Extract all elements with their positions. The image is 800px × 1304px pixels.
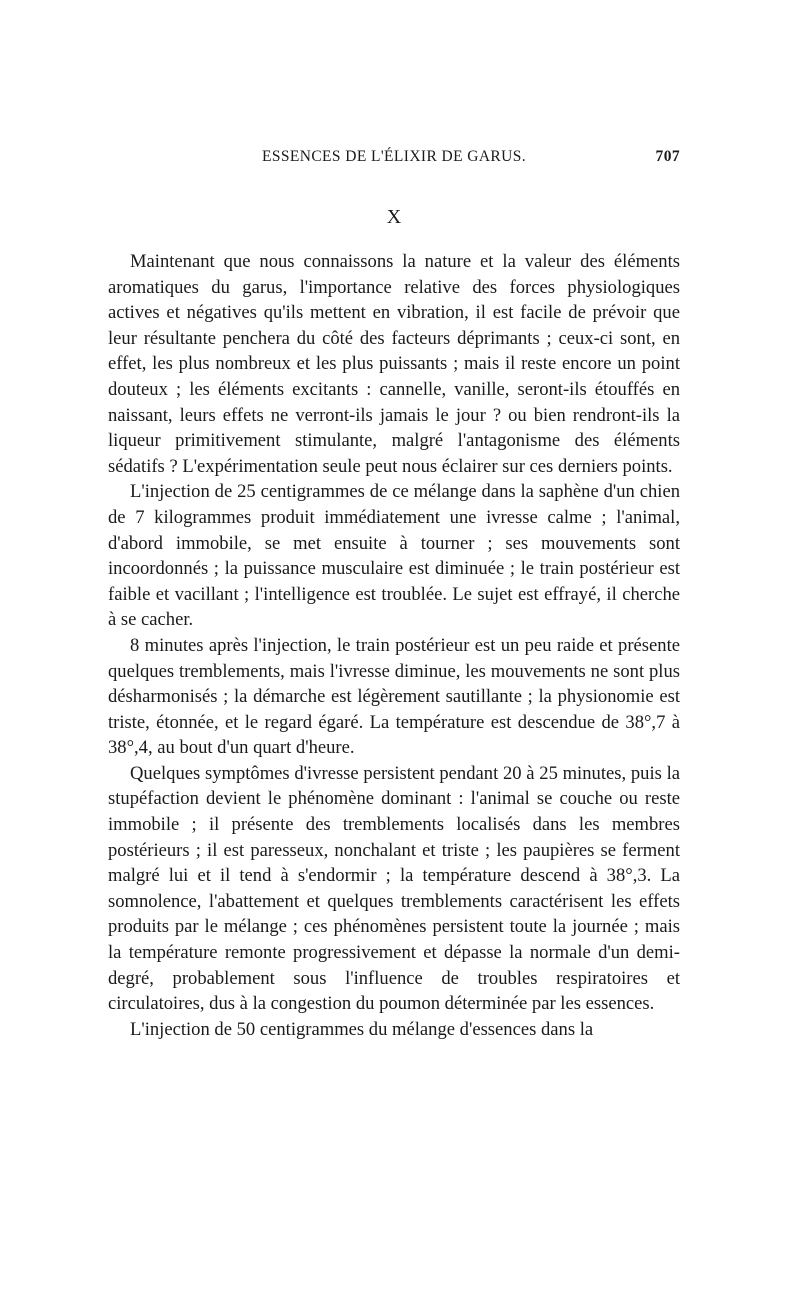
running-title: ESSENCES DE L'ÉLIXIR DE GARUS. — [261, 148, 527, 165]
paragraph: Maintenant que nous connaissons la nature et la valeur des éléments aromatiques du garus, l'importance relative des forces physiologiques actives et négatives qu'ils mettent en vibration, il est facile de prévoir que leur résultante penchera du côté des facteurs déprimants ; ceux-ci sont, en effet, les plus nombreux et les plus puissants ; mais il reste encore un point douteux ; les éléments excitants : cannelle, vanille, seront-ils étouffés en naissant, leurs effets ne verront-ils jamais le jour ? ou bien rendront-ils la liqueur primitivement stimulante, malgré l'antagonisme des éléments sédatifs ? L'expérimentation seule peut nous éclairer sur ces derniers points. — [108, 251, 680, 477]
paragraph: 8 minutes après l'injection, le train postérieur est un peu raide et présente quelques tremblements, mais l'ivresse diminue, les mouvements ne sont plus désharmonisés ; la démarche est légèrement sautillante ; la physionomie est triste, étonnée, et le regard égaré. La température est descendue de 38°,7 à 38°,4, au bout d'un quart d'heure. — [108, 634, 680, 759]
paragraph: L'injection de 50 centigrammes du mélange d'essences dans la — [130, 1018, 594, 1040]
running-head — [108, 148, 680, 172]
section-heading: X — [386, 206, 402, 228]
paragraph: Quelques symptômes d'ivresse persistent pendant 20 à 25 minutes, puis la stupéfaction devient le phénomène dominant : l'animal se couche ou reste immobile ; il présente des tremblements localisés dans les membres postérieurs ; il est paresseux, nonchalant et triste ; les paupières se ferment malgré lui et il tend à s'endormir ; la température descend à 38°,3. La somnolence, l'abattement et quelques tremblements caractérisent les effets produits par le mélange ; ces phénomènes persistent toute la journée ; mais la température remonte progressivement et dépasse la normale d'un demi-degré, probablement sous l'influence de troubles respiratoires et circulatoires, dus à la congestion du poumon déterminée par les essences. — [108, 762, 680, 1015]
page-number: 707 — [655, 148, 680, 165]
paragraph: L'injection de 25 centigrammes de ce mélange dans la saphène d'un chien de 7 kilogrammes produit immédiatement une ivresse calme ; l'animal, d'abord immobile, se met ensuite à tourner ; ses mouvements sont incoordonnés ; la puissance musculaire est diminuée ; le train postérieur est faible et vacillant ; l'intelligence est troublée. Le sujet est effrayé, il cherche à se cacher. — [108, 481, 680, 631]
body-text — [108, 249, 680, 1042]
